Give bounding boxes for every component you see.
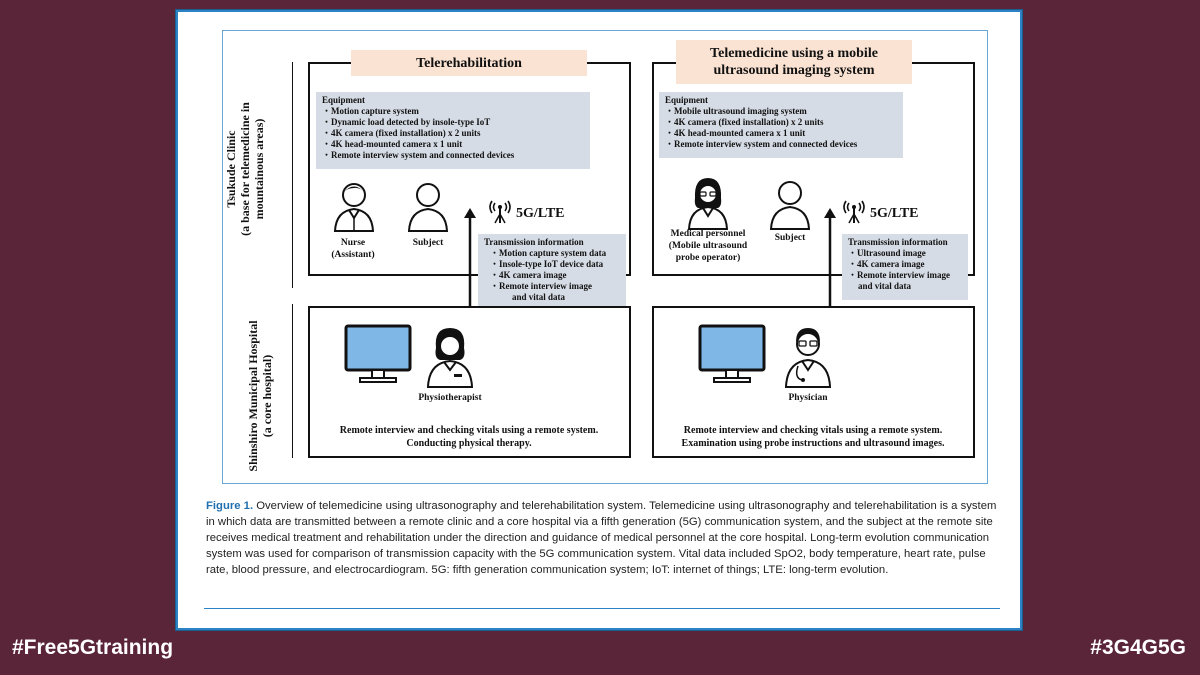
left-hospital-person-label: Physiotherapist (418, 393, 482, 403)
equipment-item: ・ 4K camera (fixed installation) x 2 units (665, 117, 897, 128)
right-hospital-caption (654, 424, 972, 450)
person-label-line: Nurse (340, 238, 366, 248)
equipment-item: ・ Remote interview system and connected devices (665, 139, 897, 150)
antenna-icon (488, 200, 512, 224)
right-title (676, 40, 912, 84)
equipment-item: ・ Remote interview system and connected devices (322, 150, 584, 161)
left-hospital-caption (310, 424, 628, 450)
equipment-item: ・ 4K head-mounted camera x 1 unit (322, 139, 584, 150)
equipment-item: ・ Mobile ultrasound imaging system (665, 106, 897, 117)
site-hospital-line: Shinshiro Municipal Hospital (246, 320, 260, 472)
hashtag-left: #Free5Gtraining (12, 636, 174, 659)
transmission-item: ・ Motion capture system data (484, 248, 620, 259)
person-label-line: Subject (774, 233, 806, 243)
person-label-line: Medical personnel (670, 229, 746, 239)
transmission-item: ・ Ultrasound image (848, 248, 962, 259)
left-network-label: 5G/LTE (516, 206, 565, 221)
equipment-item: ・ 4K camera (fixed installation) x 2 units (322, 128, 584, 139)
site-clinic-line: Tsukude Clinic (224, 130, 238, 208)
transmission-item: ・ Insole-type IoT device data (484, 259, 620, 270)
site-clinic-line: (a base for telemedicine in (238, 102, 252, 236)
equipment-header: Equipment (665, 95, 709, 105)
transmission-item: ・ 4K camera image (848, 259, 962, 270)
left-title-text: Telerehabilitation (416, 55, 522, 71)
hospital-caption-line: Remote interview and checking vitals using a remote system. (683, 425, 943, 436)
physician-icon (782, 322, 834, 388)
right-hospital-person-label: Physician (788, 393, 828, 403)
subject-icon (768, 178, 812, 230)
right-network-label: 5G/LTE (870, 206, 919, 221)
antenna-icon (842, 200, 866, 224)
right-title-line: Telemedicine using a mobile (710, 46, 878, 61)
right-title-line: ultrasound imaging system (713, 63, 875, 78)
hashtag-right: #3G4G5G (1090, 636, 1186, 659)
left-person1-label (318, 237, 388, 261)
physiotherapist-icon (424, 324, 476, 388)
person-label-line: probe operator) (675, 253, 741, 263)
figure-caption (206, 498, 1006, 578)
transmission-item: ・ Remote interview image (484, 281, 620, 292)
equipment-item: ・ 4K head-mounted camera x 1 unit (665, 128, 897, 139)
nurse-icon (332, 180, 376, 232)
monitor-icon (698, 324, 766, 384)
person-label-line: (Mobile ultrasound (668, 241, 748, 251)
right-person2-label (760, 232, 820, 244)
hospital-caption-line: Examination using probe instructions and ultrasound images. (681, 438, 945, 449)
transmission-item-cont: and vital data (512, 292, 566, 302)
person-label-line: Subject (412, 238, 444, 248)
site-clinic-line: mountainous areas) (252, 118, 266, 220)
figure-caption-text: Overview of telemedicine using ultrasonography and telerehabilitation system. Telemedicine using ultrasonography and telerehabilitation is a system in which data are transmitted between a remote clinic and a core hospital via a fifth generation (5G) communication system, and the subject at the remote site receives medical treatment and rehabilitation under the direction and guidance of medical personnel at the core hospital. Long-term evolution communication system was used for comparison of transmission capacity with the 5G communication system. Vital data included SpO2, body temperature, heart rate, pulse rate, blood pressure, and electrocardiogram. 5G: fifth generation communication system; IoT: internet of things; LTE: long-term evolution. (206, 500, 997, 576)
medical-personnel-icon (686, 176, 730, 230)
equipment-header: Equipment (322, 95, 366, 105)
transmission-header: Transmission information (484, 237, 584, 247)
site-label-hospital (246, 296, 274, 496)
subject-icon (406, 180, 450, 232)
right-equipment-box (659, 92, 903, 158)
caption-divider (204, 608, 1000, 609)
figure-card (176, 10, 1022, 630)
equipment-item: ・ Motion capture system (322, 106, 584, 117)
left-transmission-box (478, 234, 626, 312)
right-transmission-box (842, 234, 968, 300)
transmission-item-cont: and vital data (858, 281, 912, 291)
person-label-line: (Assistant) (331, 250, 375, 260)
transmission-header: Transmission information (848, 237, 948, 247)
left-equipment-box (316, 92, 590, 169)
left-title (351, 50, 587, 76)
site-label-clinic (224, 74, 266, 264)
left-person2-label (398, 237, 458, 249)
equipment-item: ・ Dynamic load detected by insole-type IoT (322, 117, 584, 128)
monitor-icon (344, 324, 412, 384)
transmission-item: ・ Remote interview image (848, 270, 962, 281)
right-person1-label (660, 228, 756, 264)
hospital-caption-line: Remote interview and checking vitals using a remote system. (339, 425, 599, 436)
figure-number: Figure 1. (206, 500, 254, 512)
clinic-bracket (292, 62, 293, 288)
site-hospital-line: (a core hospital) (260, 354, 274, 438)
hospital-caption-line: Conducting physical therapy. (406, 438, 532, 449)
hospital-bracket (292, 304, 293, 458)
transmission-item: ・ 4K camera image (484, 270, 620, 281)
